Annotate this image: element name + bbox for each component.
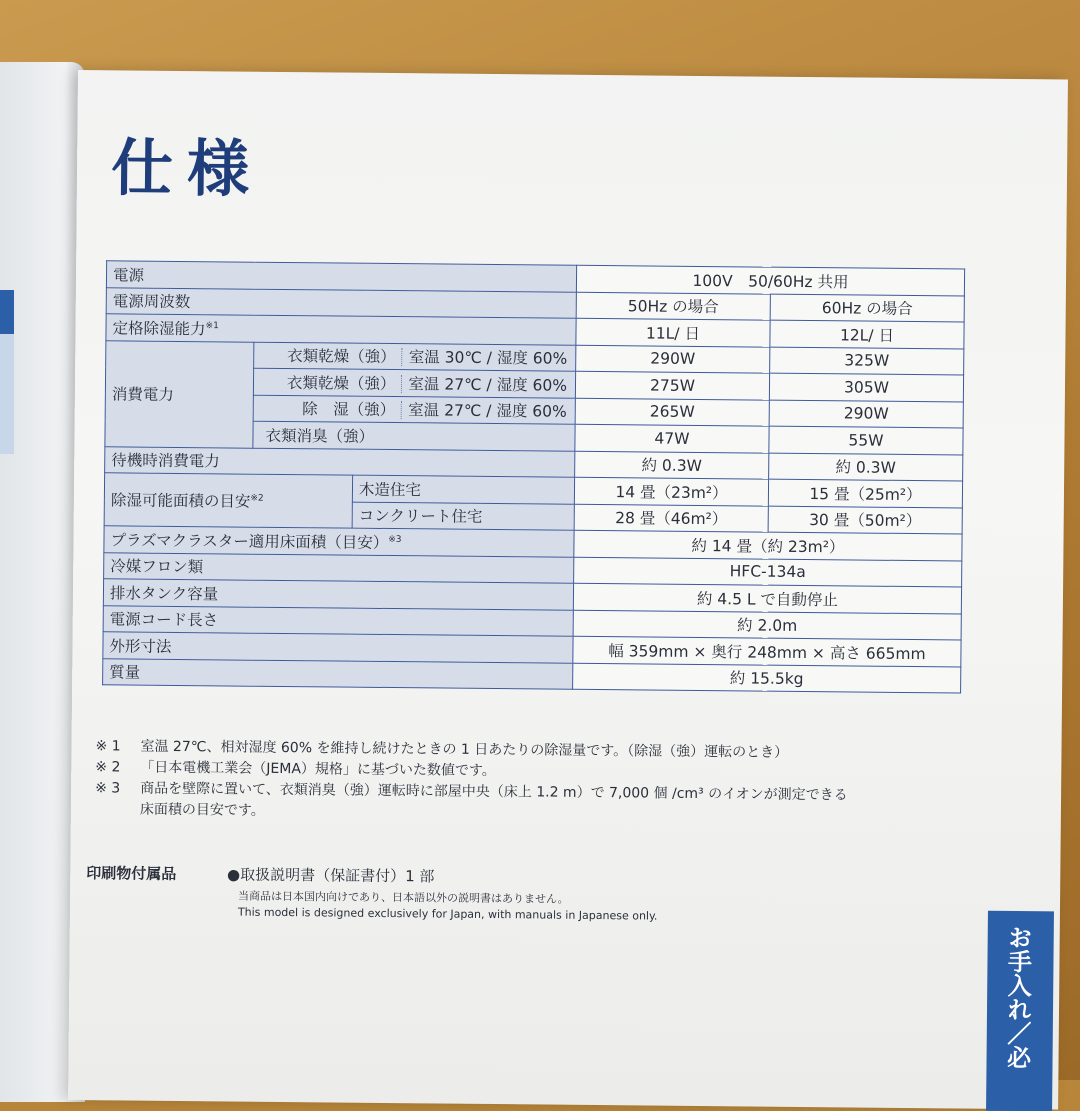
row-value: 100V 50/60Hz 共用	[576, 265, 964, 295]
value-50hz: 14 畳（23m²）	[574, 477, 768, 505]
accessory-note-en: This model is designed exclusively for Japan, with manuals in Japanese only.	[237, 905, 658, 923]
spec-table	[102, 260, 965, 693]
value-50hz: 290W	[576, 345, 770, 373]
footnote-mark: ※ 2	[95, 759, 121, 776]
row-label: 外形寸法	[103, 632, 573, 663]
value-50hz: 28 畳（46m²）	[574, 504, 768, 532]
value-60hz: 約 0.3W	[769, 453, 963, 481]
area-label: 除湿可能面積の目安$^{※2}$	[104, 473, 352, 528]
accessory-item: ●取扱説明書（保証書付）1 部	[226, 865, 435, 886]
value-50hz: 275W	[575, 371, 769, 399]
power-label: 消費電力	[105, 340, 254, 447]
row-label: 電源	[106, 261, 576, 292]
footnote-mark: ※1	[205, 320, 219, 331]
value-60hz: 290W	[769, 400, 963, 428]
power-mode: 衣類乾燥（強） 室温 27℃ / 湿度 60%	[253, 368, 575, 398]
sub-label: コンクリート住宅	[352, 502, 574, 531]
value-50hz: 11L/ 日	[576, 318, 770, 346]
footnote-text: 商品を壁際に置いて、衣類消臭（強）運転時に部屋中央（床上 1.2 m）で 7,000 個 /cm³ のイオンが測定できる	[140, 780, 848, 804]
value-60hz: 325W	[770, 347, 964, 375]
accessory-note-jp: 当商品は日本国内向けであり、日本語以外の説明書はありません。	[238, 889, 569, 906]
left-page-shade	[0, 334, 14, 454]
row-value: HFC-134a	[574, 557, 962, 587]
value-50hz: 265W	[575, 398, 769, 426]
power-mode: 除 湿（強） 室温 27℃ / 湿度 60%	[253, 395, 575, 425]
row-label: 定格除湿能力$^{※1}$	[106, 314, 576, 345]
footnote-mark: ※3	[388, 534, 402, 545]
row-value: 約 2.0m	[573, 610, 961, 640]
footnote-mark: ※ 1	[95, 738, 121, 755]
value-60hz: 12L/ 日	[770, 320, 964, 348]
row-label: 電源コード長さ	[103, 605, 573, 636]
power-mode: 衣類消臭（強）	[253, 421, 575, 451]
value-60hz: 30 畳（50m²）	[768, 506, 962, 534]
row-label: 待機時消費電力	[105, 446, 575, 477]
sub-label: 木造住宅	[352, 475, 574, 504]
footnote-continuation: 床面積の目安です。	[139, 801, 265, 819]
side-index-tab[interactable]: お手入れ／必	[986, 911, 1054, 1111]
value-50hz: 約 0.3W	[575, 451, 769, 479]
row-value: 約 14 畳（約 23m²）	[574, 530, 962, 560]
row-label: 冷媒フロン類	[104, 552, 574, 583]
footnote-text: 室温 27℃、相対湿度 60% を維持し続けたときの 1 日あたりの除湿量です。（除湿（強）運転のとき）	[140, 738, 789, 761]
value-60hz: 15 畳（25m²）	[768, 479, 962, 507]
manual-page	[68, 70, 1068, 1109]
footnote-mark: ※2	[250, 493, 264, 504]
left-page-tab	[0, 290, 14, 334]
power-mode: 衣類乾燥（強） 室温 30℃ / 湿度 60%	[254, 342, 576, 372]
footnotes	[95, 736, 921, 828]
row-label: プラズマクラスター適用床面積（目安）$^{※3}$	[104, 526, 574, 557]
value-60hz: 55W	[769, 426, 963, 454]
value-60hz: 305W	[769, 373, 963, 401]
accessory-label: 印刷物付属品	[86, 864, 177, 883]
row-value: 約 15.5kg	[573, 663, 961, 693]
footnote-mark: ※ 3	[95, 780, 121, 797]
row-value: 約 4.5 L で自動停止	[573, 583, 961, 613]
col-head-50hz: 50Hz の場合	[576, 292, 770, 320]
page-title: 仕様	[110, 131, 264, 206]
value-50hz: 47W	[575, 424, 769, 452]
accessory-section	[86, 862, 658, 924]
row-label: 質量	[103, 658, 573, 689]
row-value: 幅 359mm × 奥行 248mm × 高さ 665mm	[573, 636, 961, 666]
row-label: 排水タンク容量	[103, 579, 573, 610]
footnote-text: 「日本電機工業会（JEMA）規格」に基づいた数値です。	[140, 759, 496, 780]
col-head-60hz: 60Hz の場合	[770, 294, 964, 322]
row-label: 電源周波数	[106, 287, 576, 318]
